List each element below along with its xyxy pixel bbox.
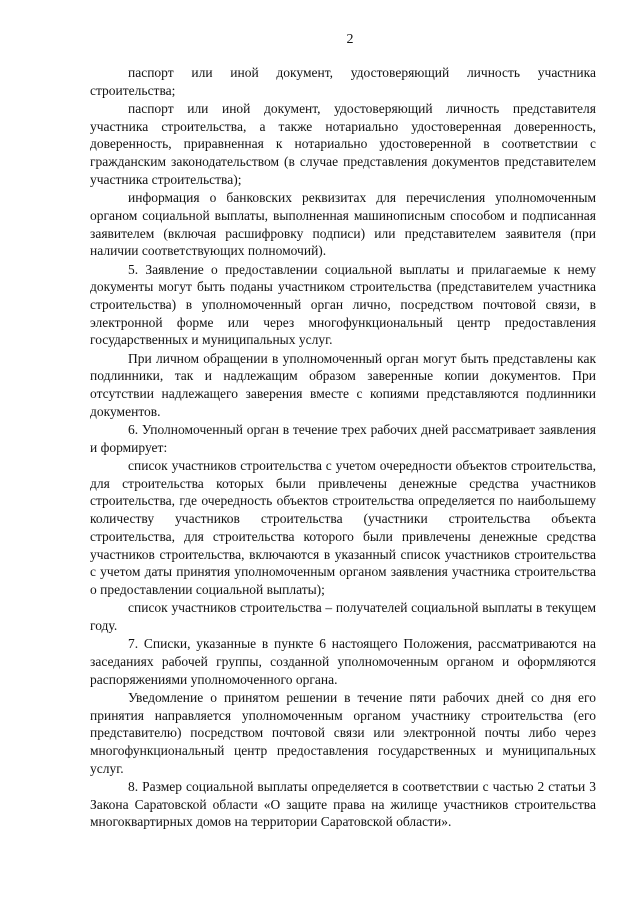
paragraph-list-participants: список участников строительства с учетом очередности объектов строительства, для строительства которых были привлечены денежные средства участников строительства, где очередность объектов строительства определяется по наибольшему количеству участников строительства (участники строительства объекта строительства, для строительства которого были привлечены денежные средства участников строительства, включаются в указанный список участников строительства с учетом даты принятия уполномоченным органом заявления участника строительства о предоставлении социальной выплаты);: [90, 458, 596, 597]
document-body: [90, 64, 596, 831]
paragraph-bank-details: информация о банковских реквизитах для перечисления уполномоченным органом социальной выплаты, выполненная машинописным способом и подписанная заявителем (включая расшифровку подписи) или представителем заявителя (при наличии соответствующих полномочий).: [90, 190, 596, 259]
paragraph-item-8: 8. Размер социальной выплаты определяется в соответствии с частью 2 статьи 3 Закона Саратовской области «О защите права на жилище участников строительства многоквартирных домов на территории Саратовской области».: [90, 779, 596, 830]
paragraph-passport-representative: паспорт или иной документ, удостоверяющий личность представителя участника строительства, а также нотариально удостоверенная доверенность, доверенность, приравненная к нотариально удостоверенной в соответствии с гражданским законодательством (в случае представления документов представителем участника строительства);: [90, 101, 596, 187]
paragraph-item-7: 7. Списки, указанные в пункте 6 настоящего Положения, рассматриваются на заседаниях рабочей группы, созданной уполномоченным органом и оформляются распоряжениями уполномоченного органа.: [90, 636, 596, 687]
paragraph-list-recipients: список участников строительства – получателей социальной выплаты в текущем году.: [90, 600, 596, 633]
page-number: 2: [346, 32, 354, 47]
paragraph-notification: Уведомление о принятом решении в течение пяти рабочих дней со дня его принятия направляется уполномоченным органом участнику строительства (его представителю) посредством почтовой связи или электронной почты либо через многофункциональный центр предоставления государственных и муниципальных услуг.: [90, 689, 596, 776]
paragraph-passport-participant: паспорт или иной документ, удостоверяющий личность участника строительства;: [90, 65, 596, 98]
paragraph-item-6: 6. Уполномоченный орган в течение трех рабочих дней рассматривает заявления и формирует:: [90, 422, 596, 455]
paragraph-item-5: 5. Заявление о предоставлении социальной выплаты и прилагаемые к нему документы могут быть поданы участником строительства (представителем участника строительства) в уполномоченный орган лично, посредством почтовой связи, в электронной форме или через многофункциональный центр предоставления государственных и муниципальных услуг.: [90, 261, 596, 348]
paragraph-personal-visit: При личном обращении в уполномоченный орган могут быть представлены как подлинники, так и надлежащим образом заверенные копии документов. При отсутствии надлежащего заверения вместе с копиями представляются подлинники документов.: [90, 350, 596, 419]
